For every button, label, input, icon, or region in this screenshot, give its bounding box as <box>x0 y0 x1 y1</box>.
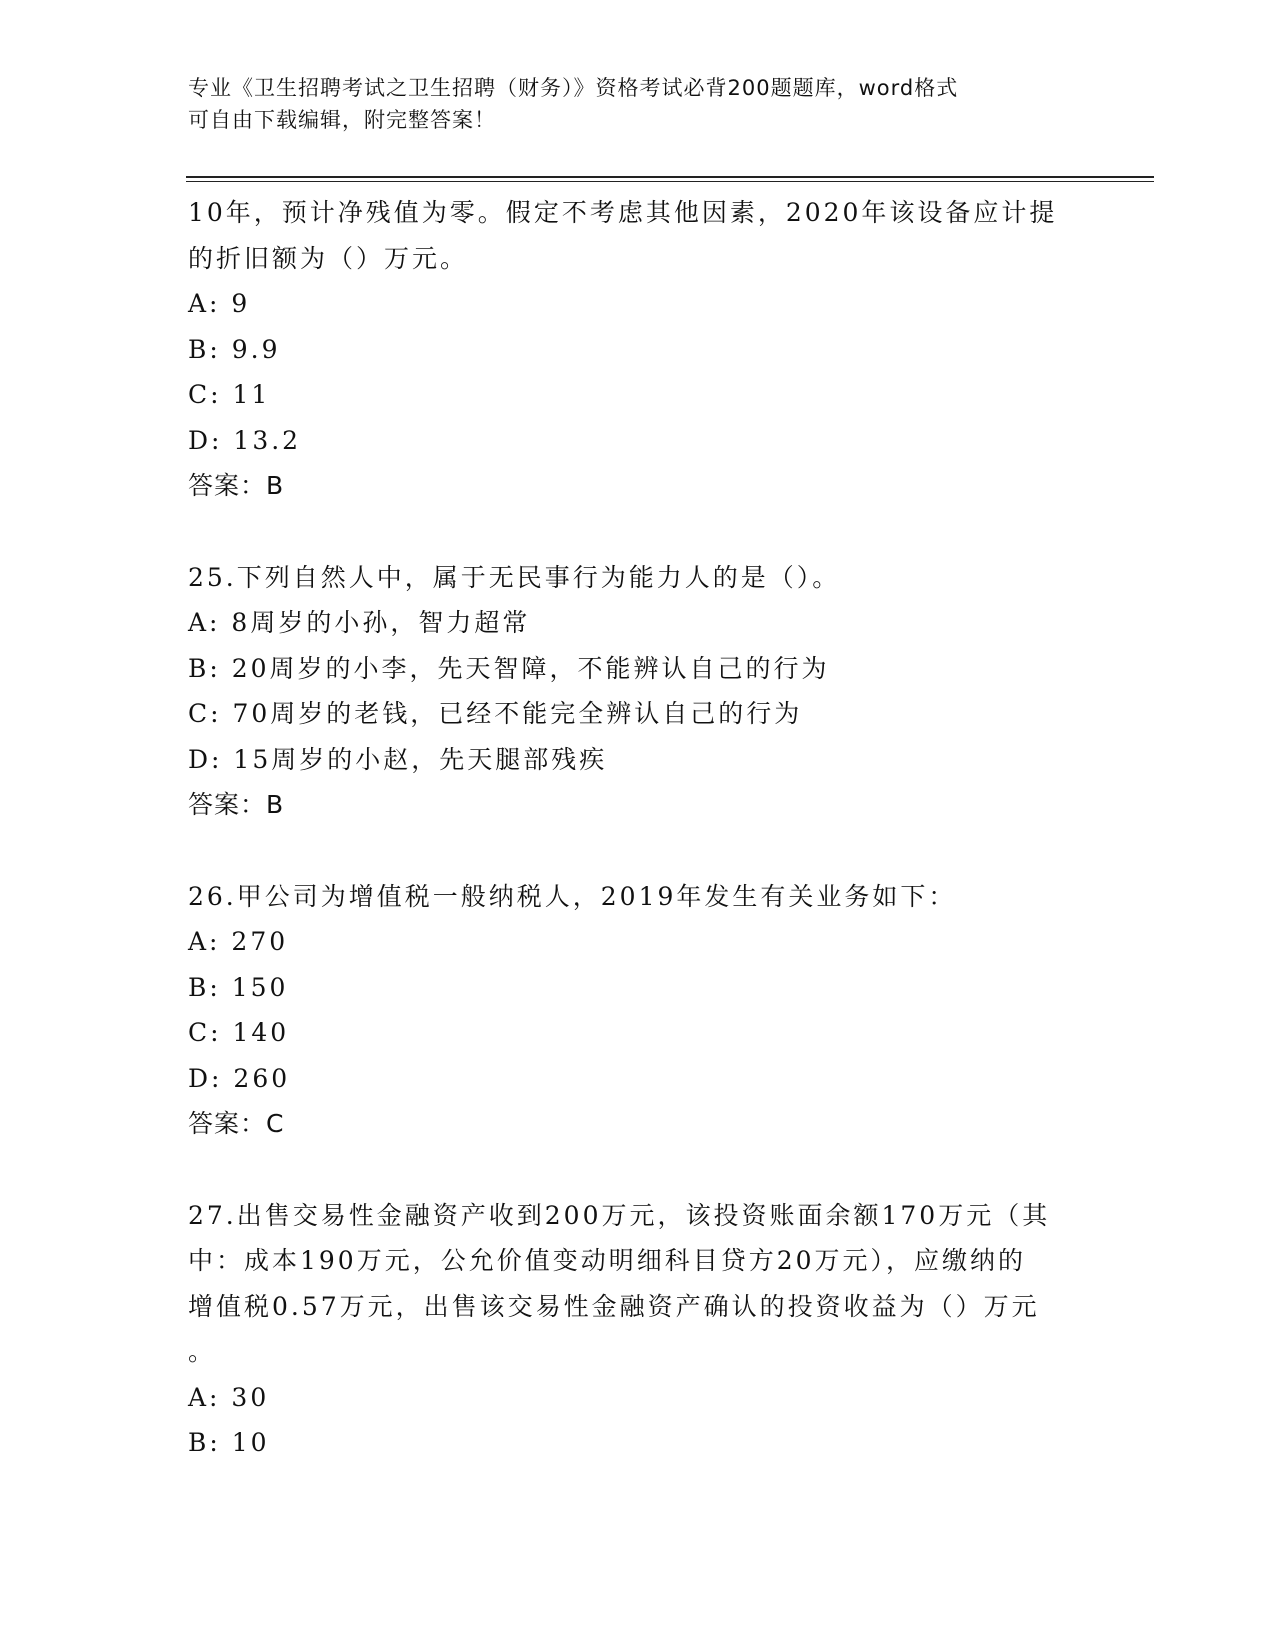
question-24-option-d: D: 13.2 <box>188 425 302 455</box>
question-26-option-b: B: 150 <box>188 972 289 1002</box>
question-26-option-d: D: 260 <box>188 1063 291 1093</box>
question-25-stem: 25.下列自然人中，属于无民事行为能力人的是（）。 <box>188 562 841 592</box>
question-25-option-b: B: 20周岁的小李，先天智障，不能辨认自己的行为 <box>188 653 830 683</box>
question-24-option-b: B: 9.9 <box>188 334 281 364</box>
question-27-option-b: B: 10 <box>188 1428 270 1457</box>
question-26 <box>188 874 1078 1147</box>
question-27-stem-line-2: 中：成本190万元，公允价值变动明细科目贷方20万元），应缴纳的 <box>188 1246 1027 1275</box>
header-divider-thin <box>186 181 1154 182</box>
header-divider-thick <box>186 176 1154 178</box>
question-24-answer: 答案：B <box>188 471 285 500</box>
document-header <box>188 72 1068 136</box>
question-list <box>188 190 1078 1466</box>
question-24-stem-line-1: 10年，预计净残值为零。假定不考虑其他因素，2020年该设备应计提 <box>188 198 1058 227</box>
question-27 <box>188 1193 1078 1466</box>
question-25-answer: 答案：B <box>188 790 285 819</box>
question-27-stem-line-4: 。 <box>188 1337 217 1366</box>
spacer <box>188 1147 1078 1193</box>
question-27-option-a: A: 30 <box>188 1382 270 1412</box>
question-25 <box>188 555 1078 828</box>
question-27-stem-line-3: 增值税0.57万元，出售该交易性金融资产确认的投资收益为（）万元 <box>188 1291 1040 1321</box>
question-24-stem-line-2: 的折旧额为（）万元。 <box>188 243 469 273</box>
question-25-option-c: C: 70周岁的老钱，已经不能完全辨认自己的行为 <box>188 699 803 728</box>
header-title-line-1: 专业《卫生招聘考试之卫生招聘（财务）》资格考试必背200题题库，word格式 <box>188 76 959 100</box>
question-26-option-a: A: 270 <box>188 927 289 956</box>
question-26-stem: 26.甲公司为增值税一般纳税人，2019年发生有关业务如下： <box>188 881 957 911</box>
question-24 <box>188 190 1078 509</box>
spacer <box>188 828 1078 874</box>
question-24-option-c: C: 11 <box>188 380 271 409</box>
header-title-line-2: 可自由下载编辑，附完整答案！ <box>188 108 496 132</box>
question-26-answer: 答案：C <box>188 1109 285 1138</box>
question-27-stem-line-1: 27.出售交易性金融资产收到200万元，该投资账面余额170万元（其 <box>188 1200 1051 1230</box>
question-25-option-d: D: 15周岁的小赵，先天腿部残疾 <box>188 744 608 774</box>
spacer <box>188 509 1078 555</box>
question-25-option-a: A: 8周岁的小孙，智力超常 <box>188 608 531 637</box>
question-26-option-c: C: 140 <box>188 1018 290 1047</box>
question-24-option-a: A: 9 <box>188 289 251 318</box>
